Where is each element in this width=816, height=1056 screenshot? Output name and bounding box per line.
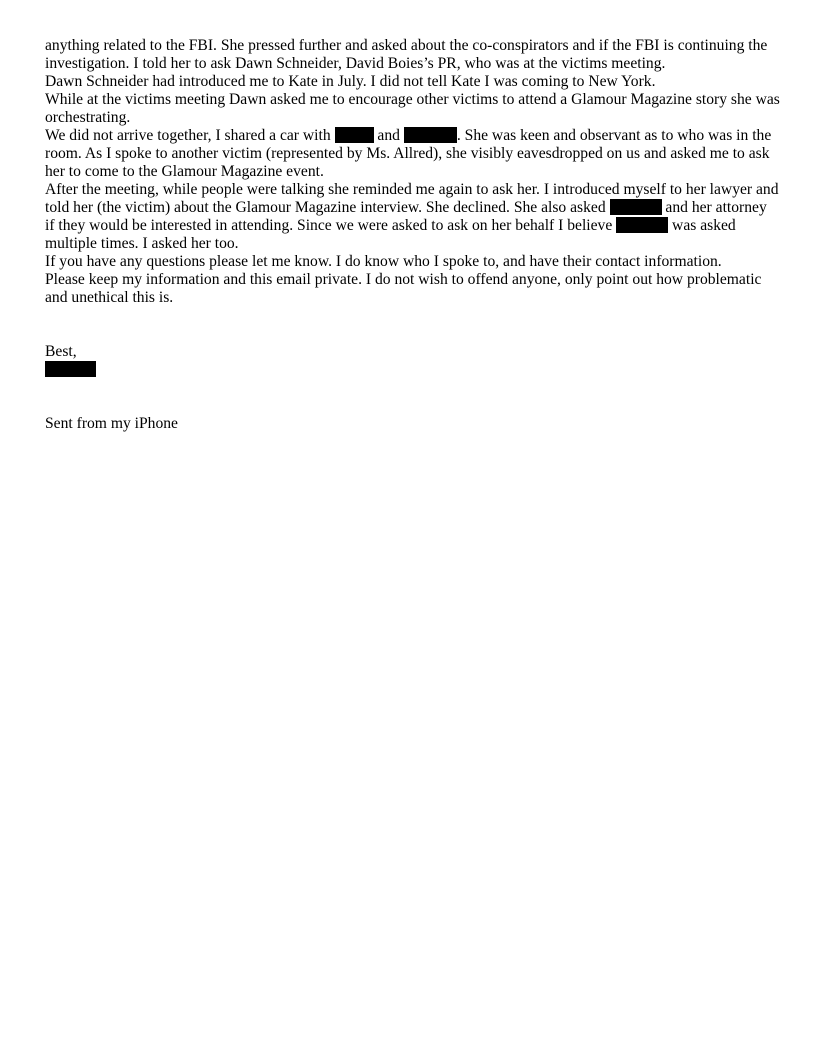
paragraph-dawn-introduction: Dawn Schneider had introduced me to Kate in July. I did not tell Kate I was coming to New York. [45, 73, 656, 90]
email-signature: Sent from my iPhone [45, 415, 178, 432]
redaction-box [335, 127, 374, 143]
paragraph-arrival [45, 127, 780, 181]
paragraph-arrival-text-2: and [373, 127, 404, 144]
redaction-box [610, 199, 662, 215]
spacer [45, 379, 780, 415]
redacted-sender-name [45, 361, 780, 379]
email-body [45, 37, 780, 433]
paragraph-glamour-story: While at the victims meeting Dawn asked me to encourage other victims to attend a Glamour Magazine story she was orchestrating. [45, 91, 780, 126]
spacer [45, 307, 780, 343]
redaction-box [45, 361, 96, 377]
paragraph-privacy: Please keep my information and this email private. I do not wish to offend anyone, only point out how problematic and unethical this is. [45, 271, 762, 306]
paragraph-questions: If you have any questions please let me know. I do know who I spoke to, and have their contact information. [45, 253, 722, 270]
paragraph-after-meeting [45, 181, 780, 253]
paragraph-arrival-text-3: . She was keen and observant as to who was in the room. As I spoke to another victim (represented by Ms. Allred), she visibly eavesdropped on us and asked me to ask her to come to the Glamour Magazine event. [45, 127, 772, 180]
paragraph-fbi-question: anything related to the FBI. She pressed further and asked about the co-conspirators and if the FBI is continuing the investigation. I told her to ask Dawn Schneider, David Boies’s PR, who was at the victims meeting. [45, 37, 768, 72]
closing-text: Best, [45, 343, 77, 360]
redaction-box [616, 217, 668, 233]
paragraph-after-meeting-text-2: and her attorney if they would be interested in attending. Since we were asked to ask on her behalf I believe [45, 199, 767, 234]
paragraph-arrival-text-1: We did not arrive together, I shared a car with [45, 127, 335, 144]
redaction-box [404, 127, 457, 143]
paragraph-after-meeting-text-1: After the meeting, while people were talking she reminded me again to ask her. I introduced myself to her lawyer and told her (the victim) about the Glamour Magazine interview. She declined. She also asked [45, 181, 779, 216]
paragraph-after-meeting-text-3: was asked multiple times. I asked her too. [45, 217, 736, 252]
